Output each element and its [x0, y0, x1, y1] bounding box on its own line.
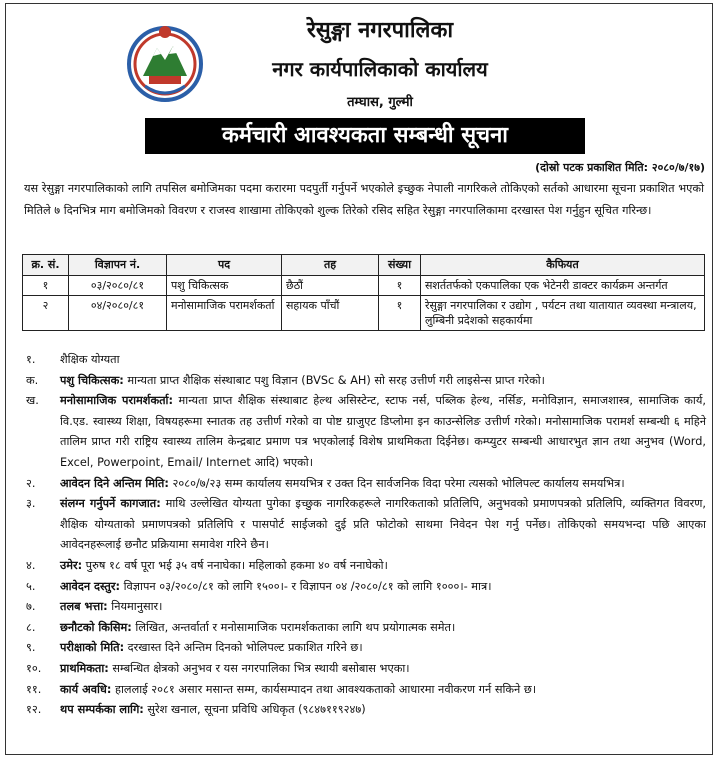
item-label: आवेदन दस्तुर: [60, 579, 120, 593]
requirements-list [14, 350, 706, 721]
item-number: ४. [26, 558, 36, 572]
item-number: क. [26, 373, 39, 387]
item-label: तलब भत्ता: [60, 600, 108, 614]
item-label: प्राथमिकता: [60, 661, 109, 675]
list-item [14, 659, 706, 680]
list-item [14, 494, 706, 556]
list-item [14, 371, 706, 392]
office-name: नगर कार्यपालिकाको कार्यालय [272, 57, 488, 81]
table-row [23, 296, 705, 331]
list-item [14, 577, 706, 598]
cell-count: १ [379, 276, 421, 296]
list-item [14, 474, 706, 495]
item-text: मान्यता प्राप्त शैक्षिक संस्थाबाट हेल्थ असिस्टेन्ट, स्टाफ नर्स, पब्लिक हेल्थ, नर्सिङ, मनोविज्ञान, समाजशास्त्र, सामाजिक कार्य, वि.एड. स्वास्थ्य शिक्षा, विषयहरूमा स्नातक तह उत्तीर्ण गरेको वा पोष्ट ग्राजुएट डिप्लोमा इन काउन्सेलिङ उत्तीर्ण गरेको। मनोसामाजिक परामर्श सम्बन्धी ६ महिने तालिम प्राप्त गरी राष्ट्रिय स्वास्थ्य तालिम केन्द्रबाट प्रमाण पत्र भएकोलाई विशेष प्राथमिकता दिईनेछ। कम्प्युटर सम्बन्धी आधारभुत ज्ञान तथा अनुभव (Word, Excel, Powerpoint, Email/ Internet आदि) भएको। [60, 394, 706, 469]
header-ad-number: विज्ञापन नं. [69, 255, 167, 276]
item-number: १०. [26, 661, 42, 675]
item-text: सम्बन्धित क्षेत्रको अनुभव र यस नगरपालिका भित्र स्थायी बसोबास भएका। [108, 661, 410, 675]
item-text: शैक्षिक योग्यता [60, 353, 120, 366]
cell-ad-number: ०४/२०८०/८१ [69, 296, 167, 331]
vacancy-table [22, 254, 705, 331]
intro-paragraph: यस रेसुङ्गा नगरपालिकाको लागि तपसिल बमोजिमका पदमा करारमा पदपुर्ती गर्नुपर्ने भएकोले इच्छुक नेपाली नागरिकले तोकिएको सर्तको आधारमा सूचना प्रकाशित भएको मितिले ७ दिनभित्र माग बमोजिमको विवरण र राजस्व शाखामा तोकिएको शुल्क तिरेको रसिद सहित रेसुङ्गा नगरपालिकामा दरखास्त पेश गर्नुहुन सूचित गरिन्छ। [24, 182, 704, 217]
item-label: कार्य अवधि: [60, 682, 112, 696]
list-item [14, 638, 706, 659]
publication-date: (दोस्रो पटक प्रकाशित मिति: २०८०/७/१७) [535, 161, 705, 174]
item-text: विज्ञापन ०३/२०८०/८१ को लागि १५००।- र विज्ञापन ०४ /२०८०/८१ को लागि १०००।- मात्र। [120, 579, 492, 593]
item-number: ८. [26, 620, 36, 634]
item-text: दरखास्त दिने अन्तिम दिनको भोलिपल्ट प्रकाशित गरिने छ। [124, 641, 363, 655]
list-item [14, 391, 706, 473]
list-item [14, 350, 706, 371]
header-post: पद [167, 255, 282, 276]
item-label: थप सम्पर्कका लागि: [60, 703, 144, 717]
item-label: मनोसामाजिक परामर्शकर्ता: [60, 394, 174, 408]
item-number: ५. [26, 579, 36, 593]
header-level: तह [282, 255, 379, 276]
item-number: ख. [26, 394, 39, 408]
cell-remarks: सशर्ततर्फको एकपालिका एक भेटेनरी डाक्टर कार्यक्रम अन्तर्गत [421, 276, 705, 296]
municipality-name: रेसुङ्गा नगरपालिका [306, 18, 454, 43]
notice-title: कर्मचारी आवश्यकता सम्बन्धी सूचना [145, 118, 585, 154]
item-text: लिखित, अन्तर्वार्ता र मनोसामाजिक परामर्शकताका लागि थप प्रयोगात्मक समेत। [131, 620, 456, 634]
cell-level: सहायक पाँचौं [282, 296, 379, 331]
item-label: उमेर: [60, 558, 83, 572]
header-remarks: कैफियत [421, 255, 705, 276]
item-text: पुरुष १८ वर्ष पूरा भई ३५ वर्ष ननाघेका। महिलाको हकमा ४० वर्ष ननाघेको। [82, 558, 388, 572]
item-text: माथि उल्लेखित योग्यता पुगेका इच्छुक नागरिकहरूले नागरिकताको प्रतिलिपि, अनुभवको प्रमाणपत्रको प्रतिलिपि, व्यक्तिगत विवरण, शैक्षिक योग्यताको प्रमाणपत्रको प्रतिलिपि र पासपोर्ट साईजको दुई प्रति फोटोको साथमा निवेदन पेश गर्नु पर्नेछ। तोकिएको समयभन्दा पछि आएका आवेदनहरूलाई छनौट प्रक्रियामा समावेश गरिने छैन। [60, 497, 707, 552]
cell-post: मनोसामाजिक परामर्शकर्ता [167, 296, 282, 331]
item-label: आवेदन दिने अन्तिम मिति: [60, 476, 169, 490]
item-number: ७. [26, 600, 36, 614]
item-number: १. [26, 353, 36, 366]
table-row [23, 276, 705, 296]
item-number: ३. [26, 497, 36, 511]
item-number: ९. [26, 641, 36, 655]
list-item [14, 597, 706, 618]
item-label: संलग्न गर्नुपर्ने कागजात: [60, 497, 161, 511]
list-item [14, 700, 706, 721]
cell-serial: १ [23, 276, 69, 296]
cell-ad-number: ०३/२०८०/८१ [69, 276, 167, 296]
item-label: परीक्षाको मिति: [60, 641, 125, 655]
item-label: पशु चिकित्सक: [60, 373, 124, 387]
cell-count: १ [379, 296, 421, 331]
list-item [14, 556, 706, 577]
item-number: १२. [26, 703, 42, 717]
office-address: तम्घास, गुल्मी [347, 95, 413, 110]
item-text: नियमानुसार। [107, 600, 163, 614]
item-label: छनौटको किसिम: [60, 620, 132, 634]
item-text: २०८०/७/२३ सम्म कार्यालय समयभित्र र उक्त दिन सार्वजनिक विदा परेमा त्यसको भोलिपल्ट कार्यालय समयभित्र। [168, 476, 625, 490]
item-text: मान्यता प्राप्त शैक्षिक संस्थाबाट पशु विज्ञान (BVSc & AH) सो सरह उत्तीर्ण गरी लाइसेन्स प्राप्त गरेको। [123, 373, 545, 387]
list-item [14, 680, 706, 701]
item-number: ११. [26, 682, 42, 696]
list-item [14, 618, 706, 639]
cell-serial: २ [23, 296, 69, 331]
header-count: संख्या [379, 255, 421, 276]
cell-remarks: रेसुङ्गा नगरपालिका र उद्योग , पर्यटन तथा यातायात व्यवस्था मन्त्रालय, लुम्बिनी प्रदेशको सहकार्यमा [421, 296, 705, 331]
header-serial: क्र. सं. [23, 255, 69, 276]
cell-post: पशु चिकित्सक [167, 276, 282, 296]
item-text: हाललाई २०८१ असार मसान्त सम्म, कार्यसम्पादन तथा आवश्यकताको आधारमा नवीकरण गर्न सकिने छ। [111, 682, 537, 696]
cell-level: छैठौं [282, 276, 379, 296]
item-text: सुरेश खनाल, सूचना प्रविधि अधिकृत (९८४७११९२४७) [143, 703, 366, 717]
item-number: २. [26, 476, 36, 490]
table-header-row [23, 255, 705, 276]
